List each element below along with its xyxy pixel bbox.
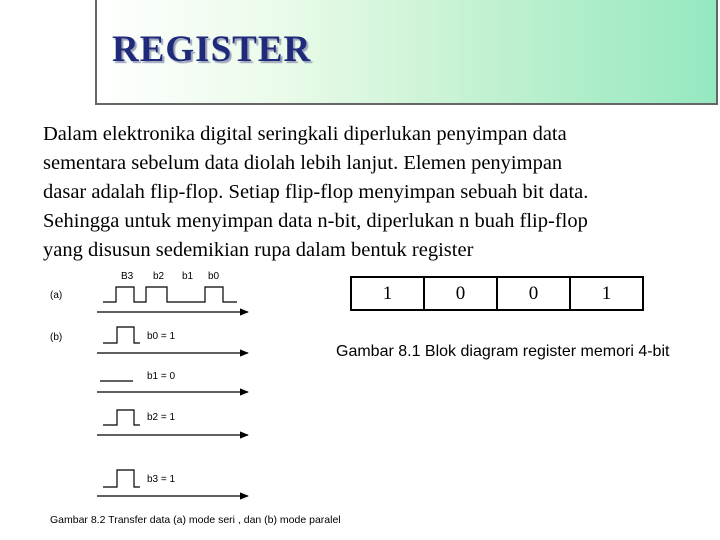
pulse-b2 bbox=[103, 410, 140, 425]
figure-caption-8-1: Gambar 8.1 Blok diagram register memori 4-bit bbox=[336, 343, 670, 360]
line-label-b1: b1 = 0 bbox=[147, 371, 176, 382]
line-label-b0: b0 = 1 bbox=[147, 331, 176, 342]
bit-label-b2: b2 bbox=[153, 271, 165, 282]
label-b: (b) bbox=[50, 332, 63, 343]
register-block-diagram bbox=[350, 276, 644, 311]
body-line: dasar adalah flip-flop. Setiap flip-flop menyimpan sebuah bit data. bbox=[43, 181, 589, 203]
slide-title: REGISTER bbox=[112, 29, 312, 70]
pulse-b0 bbox=[103, 327, 140, 343]
bit-label-b0: b0 bbox=[208, 271, 220, 282]
register-cell: 0 bbox=[497, 277, 570, 310]
bit-label-b3: B3 bbox=[121, 271, 134, 282]
body-line: Sehingga untuk menyimpan data n-bit, diperlukan n buah flip-flop bbox=[43, 210, 588, 232]
register-cell: 1 bbox=[351, 277, 424, 310]
pulse-b3 bbox=[103, 470, 140, 487]
figure-caption-8-2: Gambar 8.2 Transfer data (a) mode seri , dan (b) mode paralel bbox=[50, 514, 341, 526]
line-label-b2: b2 = 1 bbox=[147, 412, 176, 423]
body-line: sementara sebelum data diolah lebih lanjut. Elemen penyimpan bbox=[43, 152, 563, 174]
line-label-b3: b3 = 1 bbox=[147, 474, 176, 485]
bit-label-b1: b1 bbox=[182, 271, 194, 282]
register-cell: 1 bbox=[570, 277, 643, 310]
serial-waveform bbox=[103, 287, 237, 302]
body-line: yang disusun sedemikian rupa dalam bentuk register bbox=[43, 239, 474, 261]
register-cell: 0 bbox=[424, 277, 497, 310]
body-line: Dalam elektronika digital seringkali diperlukan penyimpan data bbox=[43, 123, 567, 145]
label-a: (a) bbox=[50, 290, 63, 301]
